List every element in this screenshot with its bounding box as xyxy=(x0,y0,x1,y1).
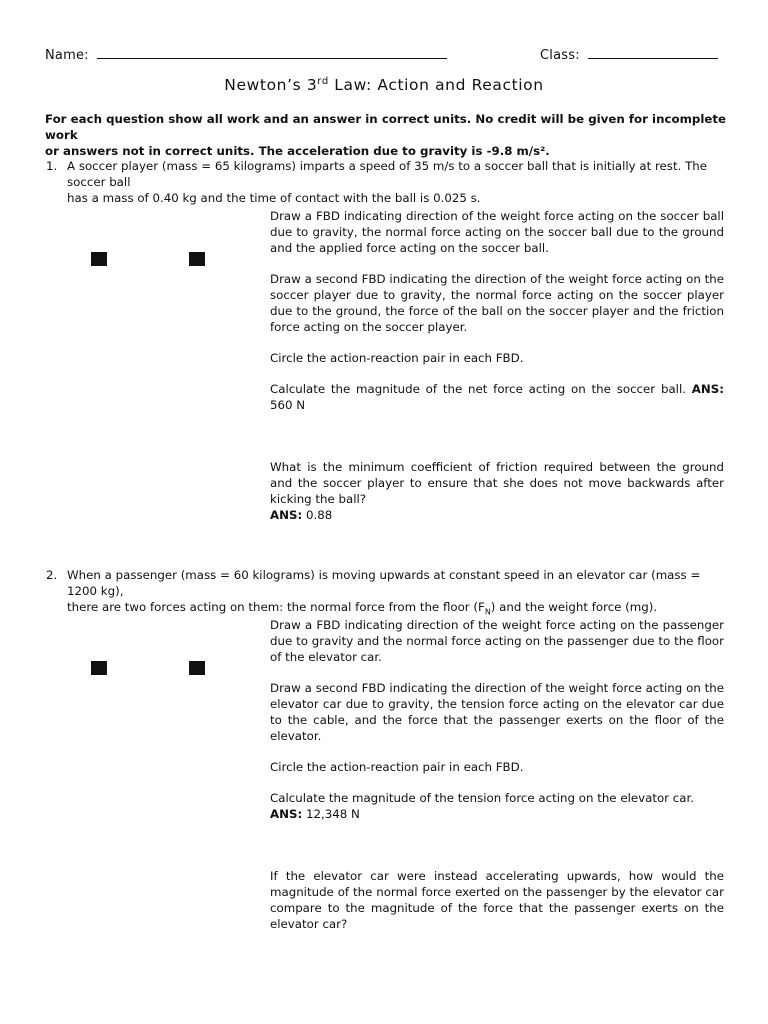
q1-part-3: Circle the action-reaction pair in each FBD. xyxy=(270,351,524,365)
q1-part-5 xyxy=(270,459,724,523)
q2-text xyxy=(67,567,727,620)
q2-part-3: Circle the action-reaction pair in each FBD. xyxy=(270,760,524,774)
q1-part-4-ans-label: ANS: xyxy=(691,382,725,396)
name-label: Name: xyxy=(45,48,89,63)
instructions-line-1: For each question show all work and an answer in correct units. No credit will be given for incomplete work xyxy=(45,112,727,142)
q1-text xyxy=(67,158,727,206)
title-superscript: rd xyxy=(317,76,329,87)
q1-part-4-answer: 560 N xyxy=(270,398,306,412)
q1-parts xyxy=(270,208,724,538)
class-field xyxy=(540,46,718,63)
instructions xyxy=(45,111,735,159)
q2-parts xyxy=(270,617,724,947)
q1-text-line-1: A soccer player (mass = 65 kilograms) imparts a speed of 35 m/s to a soccer ball that is initially at rest. The soccer ball xyxy=(67,159,708,189)
fbd-box-2 xyxy=(189,252,205,266)
q2-text-subscript: N xyxy=(484,607,491,617)
q2-part-4 xyxy=(270,790,724,822)
q1-part-5-text: What is the minimum coefficient of friction required between the ground and the soccer player to ensure that she does not move backwards after kicking the ball? xyxy=(270,460,724,506)
q2-part-4-ans-label: ANS: xyxy=(270,807,303,821)
gravity-value: -9.8 m/s². xyxy=(486,144,550,158)
instructions-line-2 xyxy=(45,143,735,159)
q2-part-4-text: Calculate the magnitude of the tension force acting on the elevator car. xyxy=(270,791,694,805)
q1-part-4 xyxy=(270,381,724,413)
page-title xyxy=(0,76,768,94)
q1-number: 1. xyxy=(46,159,58,173)
instructions-line-2-text: or answers not in correct units. The acceleration due to gravity is xyxy=(45,144,487,158)
name-blank-line[interactable] xyxy=(97,46,447,59)
title-rest: Law: Action and Reaction xyxy=(328,76,544,95)
fbd-box-3 xyxy=(91,661,107,675)
q2-text-line-1: When a passenger (mass = 60 kilograms) is moving upwards at constant speed in an elevator car (mass = 1200 kg), xyxy=(67,568,701,598)
q2-part-5: If the elevator car were instead accelerating upwards, how would the magnitude of the normal force exerted on the passenger by the elevator car compare to the magnitude of the force that the passenger exerts on the elevator car? xyxy=(270,869,724,931)
fbd-box-1 xyxy=(91,252,107,266)
q1-part-4-text: Calculate the magnitude of the net force acting on the soccer ball. xyxy=(270,382,686,396)
q2-number: 2. xyxy=(46,568,58,582)
q2-text-line-2-post: ) and the weight force (mg). xyxy=(490,600,658,614)
q2-part-1: Draw a FBD indicating direction of the weight force acting on the passenger due to gravity and the normal force acting on the passenger due to the floor of the elevator car. xyxy=(270,618,724,664)
title-main: Newton’s 3 xyxy=(224,76,318,95)
q2-text-line-2-pre: there are two forces acting on them: the normal force from the floor (F xyxy=(67,600,485,614)
q1-part-5-ans-label: ANS: xyxy=(270,508,303,522)
fbd-box-4 xyxy=(189,661,205,675)
class-label: Class: xyxy=(540,48,580,63)
class-blank-line[interactable] xyxy=(588,46,718,59)
q1-part-2: Draw a second FBD indicating the direction of the weight force acting on the soccer player due to gravity, the normal force acting on the soccer player due to the ground, the force of the ball on the soccer player and the friction force acting on the soccer player. xyxy=(270,272,724,334)
name-field xyxy=(45,46,447,63)
q2-part-4-answer: 12,348 N xyxy=(302,807,360,821)
q1-part-1: Draw a FBD indicating direction of the weight force acting on the soccer ball due to gravity, the normal force acting on the soccer ball due to the ground and the applied force acting on the soccer ball. xyxy=(270,209,724,255)
q2-part-2: Draw a second FBD indicating the direction of the weight force acting on the elevator car due to gravity, the tension force acting on the elevator car due to the cable, and the force that the passenger exerts on the floor of the elevator. xyxy=(270,681,724,743)
q1-part-5-answer: 0.88 xyxy=(302,508,333,522)
q1-text-line-2: has a mass of 0.40 kg and the time of contact with the ball is 0.025 s. xyxy=(67,191,481,205)
